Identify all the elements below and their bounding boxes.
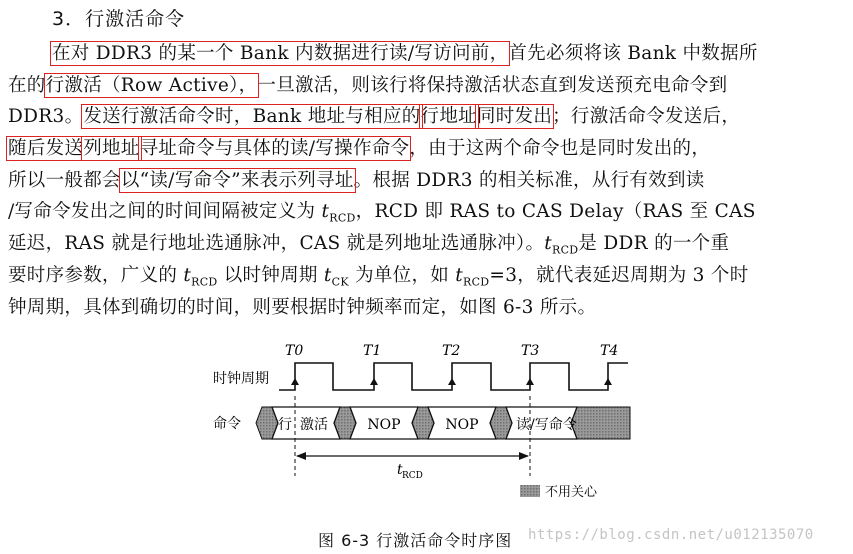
watermark: https://blog.csdn.net/u012135070 bbox=[528, 527, 814, 543]
highlight-box: 寻址命令与具体的读/写操作命令 bbox=[139, 138, 410, 160]
rising-edge-arrow bbox=[526, 378, 534, 385]
legend-swatch bbox=[520, 485, 540, 497]
rising-edge-arrow bbox=[291, 378, 299, 385]
rising-edge-arrow bbox=[604, 378, 612, 385]
body-paragraph bbox=[8, 38, 848, 323]
trcd-label: t bbox=[397, 462, 403, 478]
rising-edge-arrow bbox=[448, 378, 456, 385]
highlight-box: 行激活（Row Active）， bbox=[45, 74, 258, 96]
text-line: 钟周期，具体到确切的时间，则要根据时钟频率而定，如图 6-3 所示。 bbox=[8, 296, 597, 318]
tick-label-t1: T1 bbox=[363, 343, 382, 359]
command-text-nop: NOP bbox=[445, 417, 479, 433]
tick-label-t3: T3 bbox=[521, 343, 540, 359]
highlight-box: 发送行激活命令时，Bank 地址与相应的 bbox=[83, 106, 421, 128]
text-line: 延迟，RAS 就是行地址选通脉冲，CAS 就是列地址选通脉冲）。$t_{RCD}$是 DDR 的一个重 bbox=[8, 233, 730, 257]
trcd-arrow-right bbox=[519, 452, 529, 460]
clock-waveform bbox=[279, 363, 628, 390]
dont-care-region bbox=[571, 407, 630, 439]
highlight-box: 在对 DDR3 的某一个 Bank 内数据进行读/写访问前， bbox=[52, 43, 509, 64]
highlight-box: 行地址 bbox=[420, 106, 477, 128]
highlight-box: 以“读/写命令”来表示列寻址 bbox=[120, 169, 354, 191]
clock-label: 时钟周期 bbox=[213, 371, 269, 387]
command-text-read-write: 读/写命令 bbox=[516, 417, 577, 433]
text-line: 在的行激活（Row Active），一旦激活，则该行将保持激活状态直到发送预充电命令到 bbox=[8, 74, 728, 96]
legend-label: 不用关心 bbox=[545, 485, 598, 500]
trcd-arrow-left bbox=[296, 452, 306, 460]
command-label: 命令 bbox=[213, 416, 241, 432]
text-line: DDR3。发送行激活命令时，Bank 地址与相应的行地址同时发出；行激活命令发送后， bbox=[8, 106, 741, 128]
text-line: 随后发送列地址寻址命令与具体的读/写操作命令，由于这两个命令也是同时发出的， bbox=[8, 138, 711, 160]
text-line: 在对 DDR3 的某一个 Bank 内数据进行读/写访问前，首先必须将该 Bank 中数据所 bbox=[52, 43, 758, 64]
highlight-box: 随后发送列地址 bbox=[8, 138, 140, 160]
text-line: 所以一般都会以“读/写命令”来表示列寻址。根据 DDR3 的相关标准，从行有效到读 bbox=[8, 169, 705, 191]
command-text-activate: 激活 bbox=[300, 417, 328, 433]
command-text-row: 行 bbox=[278, 417, 292, 433]
trcd-subscript: RCD bbox=[402, 471, 423, 481]
text-line: 要时序参数，广义的 $t_{RCD}$ 以时钟周期 $t_{CK}$ 为单位，如 $t_{RCD}=3$，就代表延迟周期为 3 个时 bbox=[8, 264, 749, 289]
section-heading: 3．行激活命令 bbox=[52, 8, 186, 30]
text-line: /写命令发出之间的时间间隔被定义为 $t_{RCD}$，RCD 即 RAS to CAS Delay（RAS 至 CAS bbox=[8, 201, 756, 226]
figure-caption: 图 6-3 行激活命令时序图 bbox=[318, 531, 513, 550]
tick-label-t4: T4 bbox=[600, 343, 619, 359]
tick-label-t0: T0 bbox=[285, 343, 304, 359]
tick-label-t2: T2 bbox=[442, 343, 461, 359]
highlight-box: 同时发出 bbox=[476, 106, 553, 128]
timing-diagram bbox=[200, 338, 640, 506]
command-text-nop: NOP bbox=[367, 417, 401, 433]
highlight-box: 列地址 bbox=[83, 138, 140, 160]
rising-edge-arrow bbox=[370, 378, 378, 385]
